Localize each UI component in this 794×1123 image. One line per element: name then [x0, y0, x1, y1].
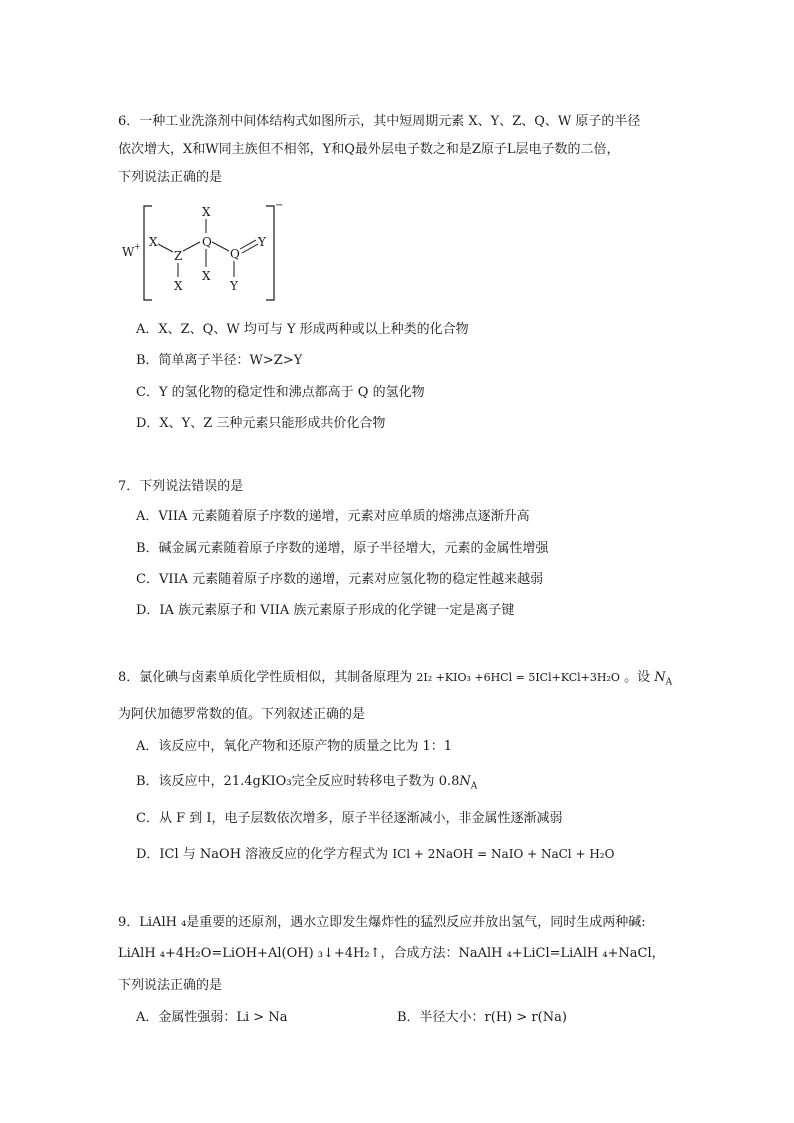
q8-option-d	[136, 845, 614, 864]
q6-stem-line3: 下列说法正确的是	[118, 170, 223, 185]
q8-option-c: C．从 F 到 I，电子层数依次增多，原子半径逐渐减小，非金属性逐渐减弱	[136, 811, 563, 826]
q6-stem-line2: 依次增大，X和W同主族但不相邻，Y和Q最外层电子数之和是Z原子L层电子数的二倍，	[118, 142, 620, 157]
q8-na-sub: A	[665, 677, 673, 688]
q7-stem: 7．下列说法错误的是	[118, 479, 244, 494]
q7-option-d: D．IA 族元素原子和 VIIA 族元素原子形成的化学键一定是离子键	[136, 603, 515, 618]
q8-option-b	[136, 773, 477, 796]
q7-option-a: A．VIIA 元素随着原子序数的递增，元素对应单质的熔沸点逐渐升高	[136, 509, 530, 524]
q8-option-b-text: B．该反应中，21.4gKIO₃完全反应时转移电子数为	[136, 774, 435, 789]
q8-option-d-equation: ICl + 2NaOH = NaIO + NaCl + H₂O	[392, 847, 615, 861]
q6-structure-diagram	[118, 196, 288, 308]
q7-option-c: C．VIIA 元素随着原子序数的递增，元素对应氢化物的稳定性越来越弱	[136, 572, 544, 587]
q8-option-b-value: 0.8	[438, 774, 460, 789]
q8-equation: 2I₂ +KIO₃ +6HCl = 5ICl+KCl+3H₂O	[416, 671, 620, 684]
q8-option-b-na: N	[459, 774, 471, 789]
q7-option-b: B．碱金属元素随着原子序数的递增，原子半径增大，元素的金属性增强	[136, 541, 549, 556]
q6-option-d: D．X、Y、Z 三种元素只能形成共价化合物	[136, 416, 386, 431]
structure-z: Z	[174, 249, 183, 263]
structure-q-center: Q	[202, 235, 212, 249]
q9-option-b: B．半径大小：r(H) > r(Na)	[397, 1010, 567, 1025]
structure-w-charge: +	[134, 242, 141, 251]
q9-stem-line3: 下列说法正确的是	[118, 978, 223, 993]
q9-stem-line1: 9．LiAlH ₄是重要的还原剂，遇水立即发生爆炸性的猛烈反应并放出氢气，同时生成两种碱:	[118, 915, 646, 930]
q9-stem-line2: LiAlH ₄+4H₂O=LiOH+Al(OH) ₃↓+4H₂↑，合成方法：NaAlH ₄+LiCl=LiAlH ₄+NaCl，	[118, 946, 665, 961]
q8-option-b-na-sub: A	[470, 781, 478, 792]
q8-option-d-text: D．ICl 与 NaOH 溶液反应的化学方程式为	[136, 847, 389, 862]
q8-stem-pre: 8．氯化碘与卤素单质化学性质相似，其制备原理为	[118, 670, 413, 685]
q6-stem-line1: 6．一种工业洗涤剂中间体结构式如图所示，其中短周期元素 X、Y、Z、Q、W 原子的半径	[118, 114, 641, 129]
structure-x-left: X	[149, 235, 158, 249]
q8-stem-post: 。设	[624, 670, 651, 685]
structure-q-right: Q	[230, 247, 240, 261]
q8-na-symbol: N	[654, 670, 666, 685]
q8-option-a: A．该反应中，氧化产物和还原产物的质量之比为 1：1	[136, 739, 453, 754]
structure-minus: −	[275, 200, 284, 211]
q9-option-a: A．金属性强弱：Li > Na	[136, 1010, 288, 1025]
q6-option-b: B．简单离子半径：W>Z>Y	[136, 353, 303, 368]
structure-y-bottom: Y	[230, 279, 238, 293]
structure-w: W	[122, 245, 135, 259]
q6-option-a: A．X、Z、Q、W 均可与 Y 形成两种或以上种类的化合物	[136, 322, 469, 337]
structure-x-lower: X	[202, 269, 211, 283]
q6-option-c: C．Y 的氢化物的稳定性和沸点都高于 Q 的氢化物	[136, 385, 425, 400]
q8-stem-line2: 为阿伏加德罗常数的值。下列叙述正确的是	[118, 707, 366, 722]
structure-y-right: Y	[258, 235, 266, 249]
q8-stem-line1	[118, 669, 672, 692]
structure-x-top: X	[202, 205, 211, 219]
structure-x-bottom: X	[174, 279, 183, 293]
